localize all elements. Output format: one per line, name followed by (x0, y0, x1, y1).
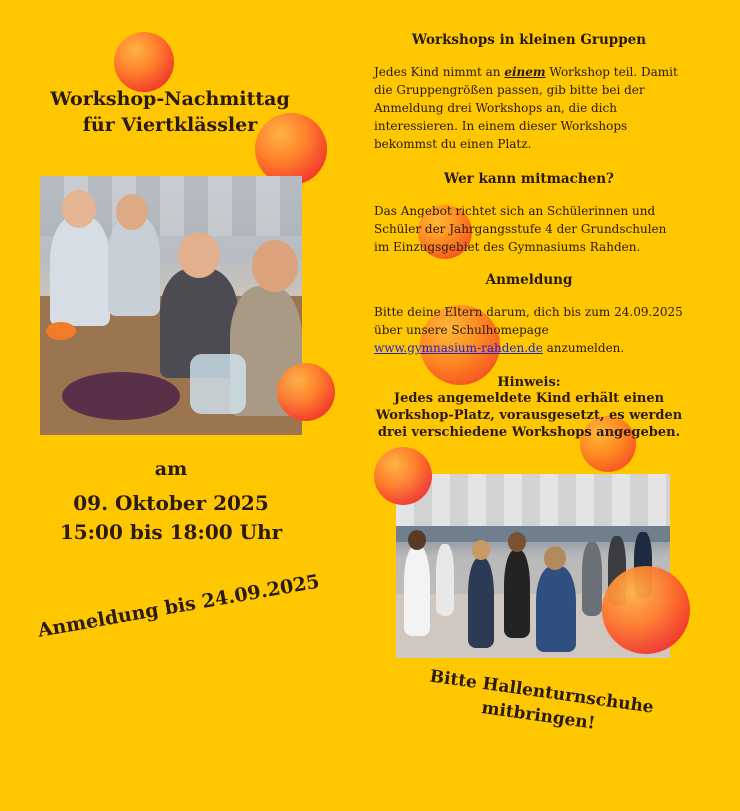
heading-workshops: Workshops in kleinen Gruppen (411, 32, 647, 48)
decorative-ball (114, 32, 174, 92)
photo-children-lab (40, 176, 302, 435)
indoor-shoes-note: Bitte Hallenturnschuhe mitbringen! (428, 666, 655, 734)
decorative-ball (277, 363, 335, 421)
event-time: 15:00 bis 18:00 Uhr (59, 520, 283, 544)
date-am: am (154, 458, 188, 480)
hint-heading: Hinweis: (497, 375, 561, 390)
text-registration-a: Bitte deine Eltern darum, dich bis zum 24.09.2025 über unsere Schulhomepage (374, 305, 683, 337)
school-homepage-link[interactable]: www.gymnasium-rahden.de (374, 341, 543, 355)
event-date: 09. Oktober 2025 (73, 491, 269, 515)
text-workshops (374, 63, 684, 153)
text-registration-b: anzumelden. (542, 341, 625, 355)
registration-deadline: Anmeldung bis 24.09.2025 (36, 570, 322, 642)
text-participants: Das Angebot richtet sich an Schülerinnen und Schüler der Jahrgangsstufe 4 der Grundschulen im Einzugsgebiet des Gymnasiums Rahden. (374, 204, 667, 254)
title-line-1: Workshop-Nachmittag (50, 88, 290, 110)
heading-registration: Anmeldung (485, 272, 573, 288)
text-registration (374, 303, 684, 357)
text-workshops-emphasis: einem (504, 65, 546, 79)
decorative-ball (374, 447, 432, 505)
decorative-ball (602, 566, 690, 654)
title-line-2: für Viertklässler (82, 114, 258, 136)
flyer-title (30, 86, 310, 138)
text-workshops-a: Jedes Kind nimmt an (374, 65, 505, 79)
heading-participants: Wer kann mitmachen? (444, 171, 614, 187)
hint-text: Jedes angemeldete Kind erhält einen Workshop-Platz, vorausgesetzt, es werden drei verschiedene Workshops angegeben. (375, 391, 683, 440)
text-workshops-b: Workshop teil. Damit die Gruppengrößen passen, gib bitte bei der Anmeldung drei Workshops an, die dich interessieren. In einem dieser Workshops bekommst du einen Platz. (374, 65, 678, 151)
